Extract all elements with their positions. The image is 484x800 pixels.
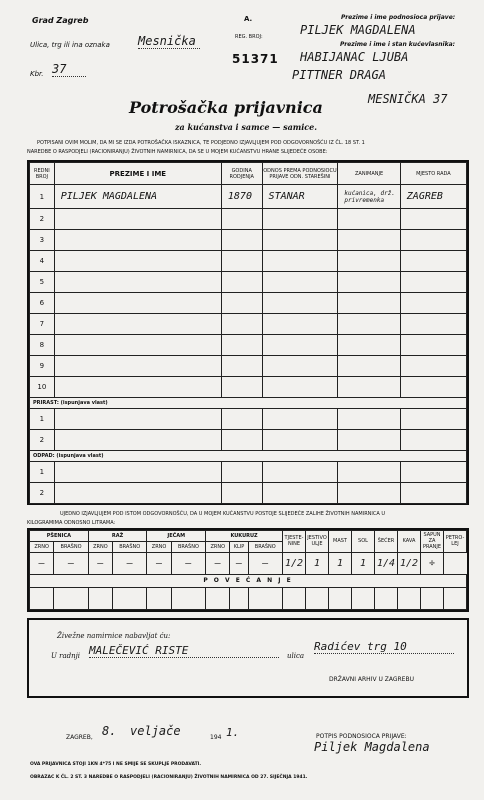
table-row: 2 <box>30 430 467 451</box>
archive-stamp: DRŽAVNI ARHIV U ZAGREBU <box>329 676 414 683</box>
table-row: 2 <box>30 483 467 504</box>
row-occupation: kućanica, drž. privremenka <box>338 185 400 209</box>
table-row: 10 <box>30 377 467 398</box>
landlord-address: MESNIČKA 37 <box>368 92 448 106</box>
year-suffix: 1. <box>226 726 240 739</box>
col-no-header: REDNI BROJ <box>30 163 55 185</box>
house-value: 37 <box>52 62 86 77</box>
landlord-label: Prezime i ime i stan kućevlasnika: <box>340 41 456 48</box>
table-row: 1 <box>30 409 467 430</box>
landlord-value-1: HABIJANAC LJUBA <box>300 50 409 64</box>
table-row: 1 <box>30 462 467 483</box>
applicant-value: PILJEK MAGDALENA <box>300 23 416 37</box>
table-row: 2 <box>30 209 467 230</box>
intro-line-2: NAREDBE O RASPODJELI (RACIONIRANJU) ŽIVOTNIH NAMIRNICA, DA SE U MOJEM KUĆANSTVU HRANE SLIJEDEĆE OSOBE: <box>27 149 328 155</box>
street-value: Mesnička <box>138 34 200 49</box>
row-work: ZAGREB <box>400 185 466 209</box>
prirast-label: PRIRAST: (ispunjava vlast) <box>30 398 467 409</box>
increase-row <box>30 588 467 610</box>
house-label: Kbr. <box>30 70 44 78</box>
reg-label: REG. BROJ: <box>235 34 263 40</box>
supplies-intro-2: KILOGRAMIMA ODNOSNO LITRAMA: <box>27 520 116 526</box>
date-month: veljače <box>130 724 181 738</box>
table-row: 6 <box>30 293 467 314</box>
shop-box <box>27 618 469 698</box>
col-occupation-header: ZANIMANJE <box>338 163 400 185</box>
table-row: 7 <box>30 314 467 335</box>
increase-label: P O V E Ć A N J E <box>30 574 467 587</box>
table-row: 5 <box>30 272 467 293</box>
odpad-header-row <box>30 451 467 462</box>
intro-line-1: POTPISANI OVIM MOLIM, DA MI SE IZDA POTROŠAČKA ISKAZNICA, TE PODJEDNO IZJAVLJUJEM POD ODGOVORNOŠĆU IZ ČL. 18 ST. 1 <box>37 140 365 146</box>
applicant-label: Prezime i ime podnosioca prijave: <box>341 14 456 21</box>
row-relation: STANAR <box>262 185 338 209</box>
shop-street-value: Radićev trg 10 <box>314 640 454 654</box>
shop-name: MALEČEVIĆ RISTE <box>89 644 279 658</box>
odpad-label: ODPAD: (ispunjava vlast) <box>30 451 467 462</box>
row-name: PILJEK MAGDALENA <box>54 185 221 209</box>
table-row: 4 <box>30 251 467 272</box>
prirast-header-row <box>30 398 467 409</box>
table-row: 1 PILJEK MAGDALENA 1870 STANAR kućanica, drž. privremenka ZAGREB <box>30 185 467 209</box>
col-relation-header: ODNOS PREMA PODNOSIOCU PRIJAVE ODN. STAREŠINI <box>262 163 338 185</box>
form-title: Potrošačka prijavnica <box>129 98 323 117</box>
col-work-header: MJESTO RADA <box>400 163 466 185</box>
persons-table <box>29 162 467 504</box>
reg-number: 51371 <box>232 52 279 66</box>
shop-label-2: U radnji <box>51 652 81 660</box>
note-1: OVA PRIJAVNICA STOJI 1KN 4*75 I NE SMIJE SE SKUPLJE PRODAVATI. <box>30 762 202 767</box>
form-subtitle: za kućanstva i samce — samice. <box>175 122 318 132</box>
table-row: 3 <box>30 230 467 251</box>
landlord-value-2: PITTNER DRAGA <box>292 68 386 82</box>
supplies-intro-1: UJEDNO IZJAVLJUJEM POD ISTOM ODGOVORNOŠĆU, DA U MOJEM KUĆANSTVU POSTOJE SLIJEDEĆE ZALIHE ŽIVOTNIH NAMIRNICA U <box>60 511 386 517</box>
note-2: OBRAZAC K ČL. 2 ST. 3 NAREDBE O RASPODJELI (RACIONIRANJU) ŽIVOTNIH NAMIRNICA OD 27. SIJEČNJA 1941. <box>30 775 308 780</box>
row-year: 1870 <box>221 185 262 209</box>
date-day: 8. <box>102 724 117 738</box>
place-label: ZAGREB, <box>66 734 93 741</box>
year-prefix: 194 <box>210 734 222 741</box>
city-label: Grad Zagreb <box>32 16 89 25</box>
supplies-values-row: — — — — — — — — — 1/2 1 1 1 1/4 1/2 ÷ <box>30 552 467 574</box>
table-row: 9 <box>30 356 467 377</box>
shop-label-1: Živežne namirnice nabavljat ću: <box>57 632 171 640</box>
street-label: Ulica, trg ili ina oznaka <box>30 41 110 49</box>
form-letter: A. <box>244 15 253 23</box>
col-year-header: GODINA RODJENJA <box>221 163 262 185</box>
col-name-header: PREZIME I IME <box>54 163 221 185</box>
applicant-signature: Piljek Magdalena <box>314 740 430 754</box>
supplies-table: PŠENICA RAŽ JEČAM KUKURUZ TJESTE-NINE JESTIVO ULJE MAST SOL ŠEĆER KAVA SAPUN ZA PRANJE PETRO-LEJ ZRNO BRAŠNO ZRNO BRAŠNO ZRNO BRAŠNO ZRNO KLIP BRAŠNO — — — — — — — — — 1/2 1 1 1 1/4 1/2 ÷ P O V E Ć A N J E <box>29 530 467 610</box>
supplies-table-frame <box>27 528 469 612</box>
persons-table-frame <box>27 160 469 505</box>
signature-label: POTPIS PODNOSIOCA PRIJAVE: <box>316 733 407 740</box>
table-row: 8 <box>30 335 467 356</box>
shop-street-label: ulica <box>287 652 305 660</box>
